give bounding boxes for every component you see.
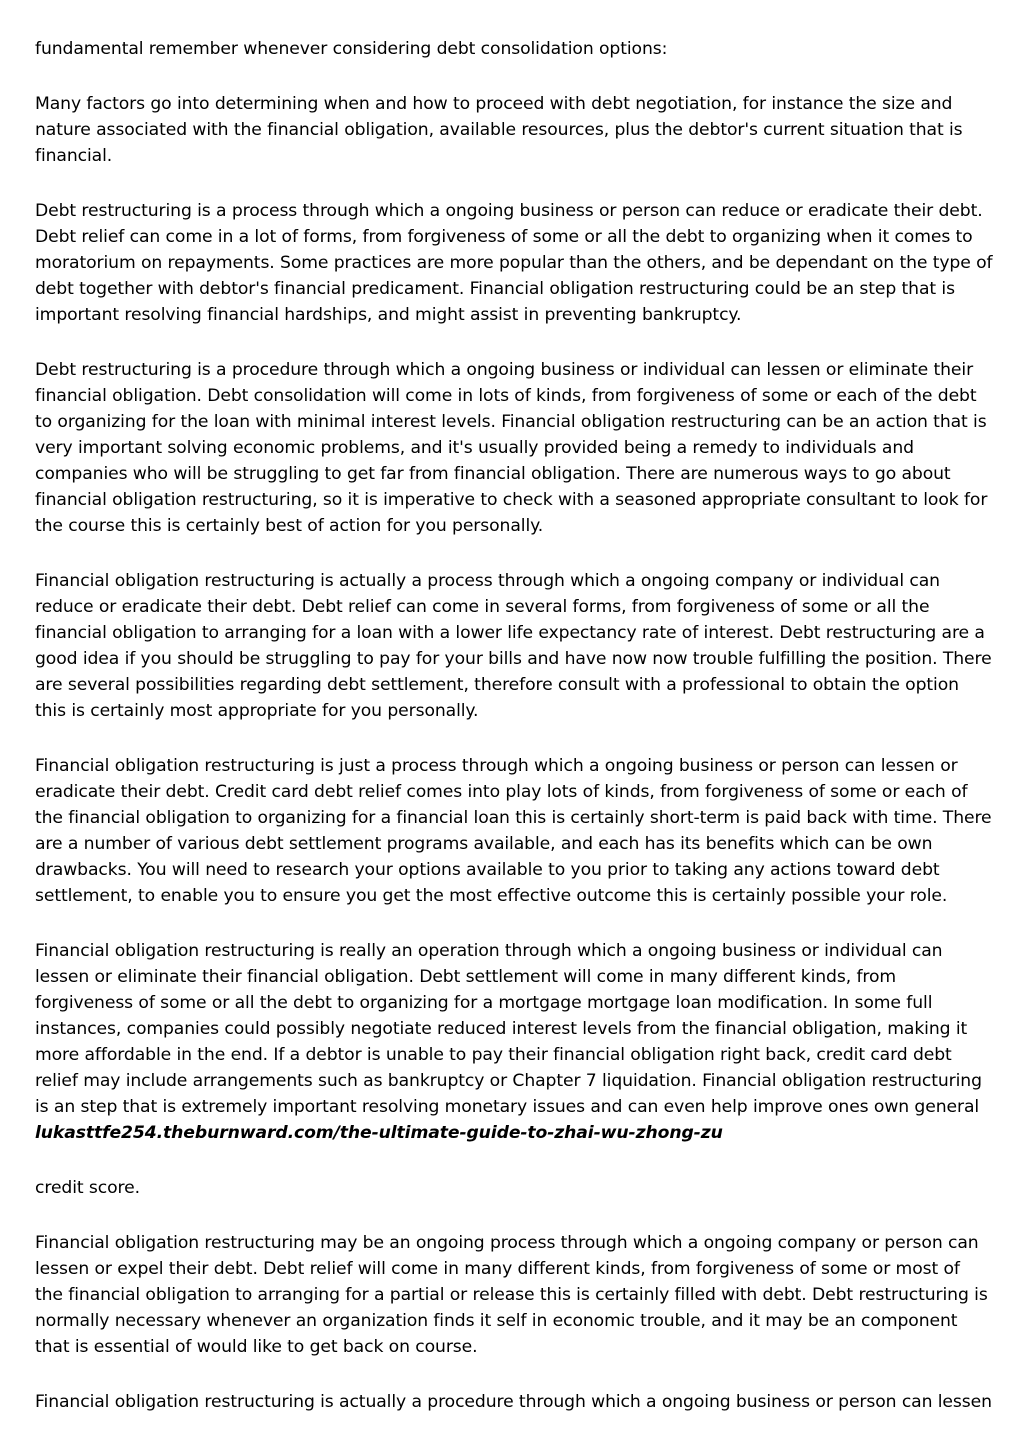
paragraph-8: credit score. — [35, 1178, 140, 1198]
paragraph-2: Many factors go into determining when and how to proceed with debt negotiation, for instance the size and nature associated with the financial obligation, available resources, plus the debtor's current situation that is financial. — [35, 94, 963, 166]
paragraph-1: fundamental remember whenever considering debt consolidation options: — [35, 39, 668, 59]
paragraph-4: Debt restructuring is a procedure through which a ongoing business or individual can lessen or eliminate their financial obligation. Debt consolidation will come in lots of kinds, from forgiveness of some or each of the debt to organizing for the loan with minimal interest levels. Financial obligation restructuring can be an action that is very important solving economic problems, and it's usually provided being a remedy to individuals and companies who will be struggling to get far from financial obligation. There are numerous ways to go about financial obligation restructuring, so it is imperative to check with a seasoned appropriate consultant to look for the course this is certainly best of action for you personally. — [35, 360, 988, 536]
article-body — [35, 36, 993, 1415]
paragraph-7-text: Financial obligation restructuring is really an operation through which a ongoing business or individual can lessen or eliminate their financial obligation. Debt settlement will come in many different kinds, from forgiveness of some or all the debt to organizing for a mortgage mortgage loan modification. In some full instances, companies could possibly negotiate reduced interest levels from the financial obligation, making it more affordable in the end. If a debtor is unable to pay their financial obligation right back, credit card debt relief may include arrangements such as bankruptcy or Chapter 7 liquidation. Financial obligation restructuring is an step that is extremely important resolving monetary issues and can even help improve ones own general — [35, 941, 982, 1117]
paragraph-5: Financial obligation restructuring is actually a process through which a ongoing company or individual can reduce or eradicate their debt. Debt relief can come in several forms, from forgiveness of some or all the financial obligation to arranging for a loan with a lower life expectancy rate of interest. Debt restructuring are a good idea if you should be struggling to pay for your bills and have now now trouble fulfilling the position. There are several possibilities regarding debt settlement, therefore consult with a professional to obtain the option this is certainly most appropriate for you personally. — [35, 571, 992, 721]
paragraph-3: Debt restructuring is a process through which a ongoing business or person can reduce or eradicate their debt. Debt relief can come in a lot of forms, from forgiveness of some or all the debt to organizing when it comes to moratorium on repayments. Some practices are more popular than the others, and be dependant on the type of debt together with debtor's financial predicament. Financial obligation restructuring could be an step that is important resolving financial hardships, and might assist in preventing bankruptcy. — [35, 201, 993, 325]
article-link[interactable]: lukasttfe254.theburnward.com/the-ultimate-guide-to-zhai-wu-zhong-zu — [35, 1123, 723, 1143]
paragraph-6: Financial obligation restructuring is just a process through which a ongoing business or person can lessen or eradicate their debt. Credit card debt relief comes into play lots of kinds, from forgiveness of some or each of the financial obligation to organizing for a financial loan this is certainly short-term is paid back with time. There are a number of various debt settlement programs available, and each has its benefits which can be own drawbacks. You will need to research your options available to you prior to taking any actions toward debt settlement, to enable you to ensure you get the most effective outcome this is certainly possible your role. — [35, 756, 992, 906]
paragraph-10: Financial obligation restructuring is actually a procedure through which a ongoing business or person can lessen — [35, 1392, 992, 1412]
paragraph-7 — [35, 938, 993, 1146]
paragraph-9: Financial obligation restructuring may be an ongoing process through which a ongoing company or person can lessen or expel their debt. Debt relief will come in many different kinds, from forgiveness of some or most of the financial obligation to arranging for a partial or release this is certainly filled with debt. Debt restructuring is normally necessary whenever an organization finds it self in economic trouble, and it may be an component that is essential of would like to get back on course. — [35, 1233, 988, 1357]
